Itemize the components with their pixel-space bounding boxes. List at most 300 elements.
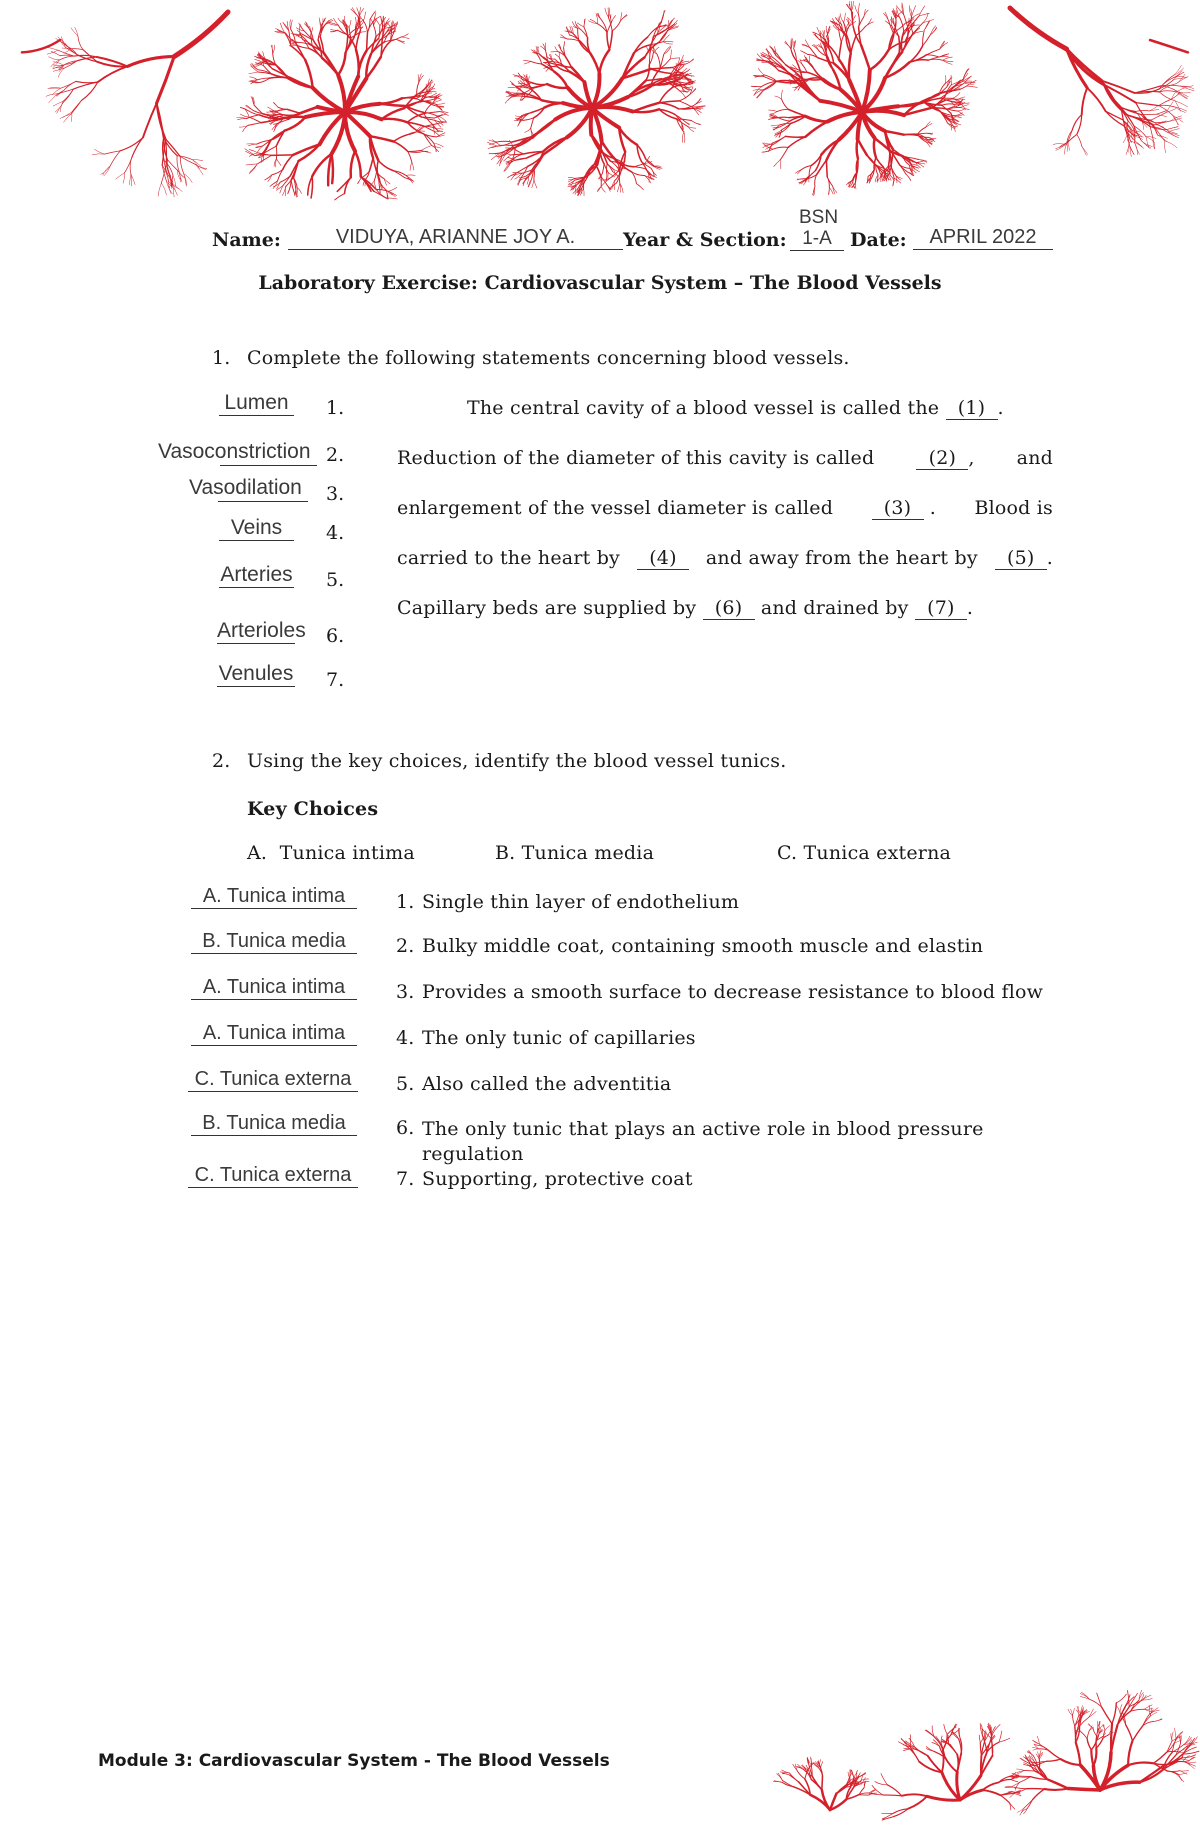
- vessel-branch: [338, 75, 345, 112]
- vessel-branch: [1041, 1746, 1049, 1751]
- vessel-branch: [568, 177, 575, 178]
- vessel-branch: [1096, 1736, 1097, 1748]
- vessel-branch: [649, 54, 650, 65]
- tunic-text-7: Supporting, protective coat: [422, 1168, 693, 1190]
- vessel-branch: [1116, 1694, 1126, 1703]
- vessel-branch: [607, 33, 609, 50]
- vessel-branch: [270, 77, 288, 78]
- footer-module-title: Module 3: Cardiovascular System - The Blood Vessels: [98, 1751, 610, 1771]
- vessel-branch: [577, 23, 584, 27]
- choice-b: B. Tunica media: [495, 842, 655, 864]
- vessel-branch: [688, 126, 694, 131]
- vessel-branch: [597, 186, 601, 191]
- vessel-branch: [945, 1757, 957, 1772]
- vessel-branch: [1049, 1750, 1061, 1759]
- answer-num-3: 3.: [326, 483, 345, 505]
- section2-instruction: Using the key choices, identify the blood vessel tunics.: [247, 750, 787, 772]
- vessel-branch: [757, 90, 764, 98]
- vessel-branch: [826, 26, 827, 34]
- vessel-branch: [809, 62, 814, 69]
- vessel-branch: [851, 36, 857, 54]
- vessel-branch: [1105, 1726, 1110, 1731]
- vessel-branch: [942, 104, 955, 105]
- vessel-branch: [1176, 77, 1188, 84]
- vessel-branch: [676, 60, 683, 67]
- vessel-branch: [821, 1762, 823, 1768]
- vessel-branch: [298, 144, 319, 161]
- para-line2: Reduction of the diameter of this cavity is called: [397, 447, 875, 469]
- page-title: Laboratory Exercise: Cardiovascular System – The Blood Vessels: [258, 272, 942, 294]
- vessel-branch: [818, 58, 834, 64]
- vessel-branch: [858, 3, 859, 13]
- tunic-text-4: The only tunic of capillaries: [422, 1027, 696, 1049]
- vessel-branch: [1143, 1716, 1150, 1725]
- vessel-branch: [1149, 1705, 1150, 1714]
- vessel-branch: [1131, 1709, 1144, 1711]
- section1-number: 1.: [212, 347, 231, 369]
- vessel-branch: [412, 162, 414, 170]
- vessel-branch: [999, 1738, 1010, 1742]
- vessel-branch: [249, 72, 258, 74]
- vessel-branch: [541, 100, 563, 103]
- vessel-branch: [351, 151, 355, 177]
- vessel-branch: [246, 105, 252, 110]
- vessel-branch: [607, 22, 611, 32]
- tunic-num-5: 5.: [396, 1073, 415, 1095]
- vessel-branch: [167, 160, 177, 171]
- vessel-branch: [376, 189, 388, 191]
- vessel-branch: [98, 66, 128, 82]
- para-line2-end: and: [1016, 447, 1053, 469]
- vessel-branch: [1126, 145, 1129, 155]
- vessel-branch: [829, 187, 833, 194]
- program-value: BSN: [799, 207, 839, 228]
- vessel-branch: [925, 122, 930, 128]
- vessel-branch: [1033, 1789, 1045, 1800]
- vessel-branch: [127, 57, 174, 67]
- vessel-branch: [157, 103, 164, 137]
- vessel-branch: [52, 52, 60, 56]
- vessel-branch: [331, 29, 338, 30]
- vessel-branch: [274, 102, 278, 107]
- vessel-branch: [1180, 1770, 1189, 1771]
- vessel-branch: [499, 141, 512, 142]
- vessel-branch: [523, 60, 530, 61]
- answer-num-2: 2.: [326, 444, 345, 466]
- section-value: 1-A: [790, 228, 844, 251]
- vessel-branch: [857, 139, 858, 159]
- vessel-branch: [1175, 107, 1187, 111]
- vessel-branch: [246, 164, 257, 165]
- tunic-answer-3: A. Tunica intima: [191, 976, 357, 1000]
- vessel-branch: [1081, 1732, 1087, 1738]
- vessel-branch: [421, 146, 430, 150]
- vessel-branch: [531, 118, 534, 128]
- vessel-branch: [401, 34, 408, 37]
- vessel-branch: [783, 1774, 790, 1775]
- vessel-branch: [60, 114, 71, 119]
- vessel-branch: [983, 1790, 1001, 1795]
- para-line3-end: Blood is: [974, 497, 1053, 519]
- vessel-branch: [923, 35, 931, 46]
- vessel-branch: [1082, 88, 1087, 115]
- answer-num-6: 6.: [326, 625, 345, 647]
- vessel-branch: [869, 1789, 876, 1793]
- vessel-branch: [1026, 1789, 1044, 1790]
- vessel-branch: [1126, 1725, 1133, 1741]
- choice-c: C. Tunica externa: [777, 842, 952, 864]
- tunic-text-3: Provides a smooth surface to decrease resistance to blood flow: [422, 981, 1044, 1003]
- vessel-branch: [684, 132, 685, 143]
- vessel-branch: [762, 149, 773, 152]
- vessel-branch: [790, 1775, 799, 1782]
- vessel-branch: [811, 1779, 822, 1789]
- vessel-branch: [1012, 1782, 1019, 1786]
- vessel-branch: [120, 137, 143, 150]
- vessel-branch: [589, 21, 598, 24]
- answer-3: Vasodilation: [189, 476, 302, 499]
- vessel-branch: [979, 1735, 980, 1743]
- vessel-branch: [172, 183, 177, 195]
- tunic-num-2: 2.: [396, 935, 415, 957]
- para-line4-mid: and away from the heart by: [705, 547, 978, 569]
- vessel-branch: [255, 59, 263, 62]
- vessel-branch: [1188, 1762, 1196, 1763]
- vessel-branch: [418, 75, 419, 83]
- vessel-branch: [524, 88, 533, 94]
- vessel-branch: [524, 61, 531, 64]
- vessel-branch: [363, 12, 365, 21]
- vessel-branch: [1000, 1793, 1013, 1795]
- vessel-branch: [1087, 88, 1106, 111]
- vessel-branch: [885, 12, 888, 21]
- vessel-branch: [555, 54, 559, 57]
- vessel-branch: [1112, 1703, 1116, 1724]
- vessel-branch: [513, 96, 526, 97]
- vessel-branch: [809, 79, 823, 80]
- vessel-branch: [1087, 1739, 1091, 1750]
- vessel-branch: [611, 16, 615, 23]
- vessel-branch: [844, 13, 846, 23]
- vessel-branch: [335, 194, 345, 200]
- vessel-branch: [960, 108, 969, 110]
- vessel-branch: [132, 137, 143, 157]
- vessel-branch: [49, 57, 60, 60]
- vessel-branch: [952, 1732, 959, 1739]
- vessel-branch: [864, 9, 866, 17]
- vessel-branch: [1159, 91, 1176, 92]
- blank-4: (4): [637, 547, 689, 570]
- blank-1: (1): [946, 397, 998, 420]
- vessel-branch: [617, 183, 620, 192]
- tunic-answer-1: A. Tunica intima: [191, 885, 357, 909]
- vessel-branch: [1175, 101, 1188, 107]
- vessel-branch: [894, 178, 901, 183]
- answer-7: Venules: [218, 662, 294, 685]
- vessel-branch: [1154, 1752, 1167, 1763]
- vessel-branch: [904, 134, 918, 135]
- vessel-branch: [663, 42, 672, 44]
- vessel-branch: [297, 188, 301, 194]
- vessel-branch: [1077, 134, 1082, 146]
- vessel-branch: [65, 44, 77, 55]
- vessel-branch: [634, 163, 645, 166]
- vessel-branch: [565, 57, 571, 68]
- vessel-branch: [1150, 40, 1188, 52]
- tunic-num-4: 4.: [396, 1027, 415, 1049]
- vessel-branch: [177, 156, 179, 172]
- vessel-branch: [547, 84, 568, 88]
- vessel-branch: [355, 151, 361, 177]
- blank-5: (5): [995, 547, 1047, 570]
- vessel-branch: [605, 8, 609, 17]
- vessel-branch: [785, 43, 792, 50]
- vessel-branch: [957, 1772, 960, 1800]
- vessel-branch: [797, 1771, 804, 1779]
- vessel-branch: [1106, 111, 1123, 120]
- vessel-branch: [1087, 1730, 1089, 1738]
- vessel-branch: [967, 86, 977, 87]
- vessel-branch: [271, 155, 293, 156]
- answer-num-1: 1.: [326, 397, 345, 419]
- vessel-branch: [389, 187, 397, 191]
- vessel-branch: [22, 40, 60, 52]
- vessel-branch: [375, 19, 380, 26]
- vessel-branch: [911, 6, 915, 17]
- vessel-branch: [887, 1785, 901, 1796]
- vessel-branch: [291, 20, 293, 29]
- vessel-branch: [1140, 1770, 1163, 1783]
- para-line5-mid: and drained by: [760, 597, 909, 619]
- vessel-branch: [554, 72, 568, 88]
- date-value: APRIL 2022: [913, 226, 1053, 250]
- vessel-branch: [505, 97, 512, 103]
- vessel-branch: [384, 16, 385, 25]
- vessel-branch: [240, 114, 249, 117]
- vessel-branch: [983, 1782, 999, 1790]
- vessel-branch: [1175, 1728, 1177, 1738]
- vessel-branch: [374, 25, 377, 36]
- vessel-branch: [963, 69, 969, 79]
- vessel-branch: [417, 83, 419, 95]
- vessel-branch: [960, 105, 968, 108]
- vessel-branch: [663, 41, 673, 42]
- vessel-branch: [610, 183, 616, 189]
- vessel-branch: [532, 83, 548, 85]
- vessel-branch: [406, 175, 415, 176]
- choice-a: A. Tunica intima: [247, 842, 415, 864]
- vessel-branch: [856, 26, 866, 35]
- vessel-branch: [568, 180, 575, 184]
- vessel-branch: [380, 104, 405, 106]
- vessel-branch: [402, 98, 416, 99]
- section1-instruction: Complete the following statements concerning blood vessels.: [247, 347, 850, 369]
- vessel-branch: [110, 151, 120, 166]
- vessel-branch: [885, 131, 904, 135]
- vessel-branch: [382, 108, 405, 119]
- vessel-branch: [116, 173, 125, 179]
- vessel-branch: [518, 83, 525, 84]
- vessel-branch: [924, 21, 930, 31]
- vessel-branch: [408, 150, 421, 151]
- vessel-branch: [363, 21, 367, 33]
- vessel-branch: [941, 1736, 942, 1745]
- vessel-branch: [323, 22, 330, 28]
- tunic-text-6: The only tunic that plays an active role in blood pressure regulation: [422, 1118, 984, 1165]
- vessel-branch: [782, 99, 789, 109]
- vessel-branch: [298, 107, 317, 114]
- vessel-branch: [908, 1796, 927, 1809]
- vessel-branch: [858, 139, 867, 155]
- vessel-branch: [1128, 1741, 1132, 1765]
- vessel-branch: [534, 179, 537, 188]
- vessel-branch: [679, 101, 692, 107]
- vessel-branch: [366, 171, 370, 179]
- vessel-branch: [948, 109, 959, 111]
- vessel-branch: [918, 133, 927, 134]
- vessel-branch: [609, 31, 612, 50]
- vessel-branch: [394, 135, 408, 142]
- vessel-branch: [881, 1774, 887, 1785]
- vessel-branch: [1010, 8, 1067, 49]
- vessel-branch: [758, 68, 764, 75]
- vessel-branch: [945, 76, 946, 84]
- vessel-branch: [777, 1774, 783, 1781]
- vessel-branch: [248, 123, 261, 126]
- vessel-branch: [781, 147, 788, 159]
- vessel-branch: [1000, 1795, 1009, 1803]
- para-line1: The central cavity of a blood vessel is called the: [467, 397, 940, 419]
- tunic-num-7: 7.: [396, 1168, 415, 1190]
- vessel-branch: [774, 159, 781, 166]
- answer-num-7: 7.: [326, 669, 345, 691]
- vessel-branch: [942, 105, 951, 113]
- vessel-branch: [1179, 1773, 1187, 1775]
- vessel-branch: [1093, 1766, 1100, 1790]
- vessel-branch: [60, 56, 75, 60]
- vessel-branch: [238, 119, 247, 120]
- vessel-branch: [1188, 1763, 1194, 1769]
- vessel-branch: [927, 55, 939, 57]
- vessel-branch: [1048, 1779, 1069, 1788]
- vessel-branch: [130, 174, 131, 185]
- vessel-branch: [1165, 141, 1178, 148]
- vessel-branch: [406, 176, 413, 183]
- vessel-branch: [827, 177, 832, 186]
- vessel-branch: [332, 154, 333, 183]
- vessel-branch: [1120, 1705, 1122, 1714]
- tunic-answer-2: B. Tunica media: [191, 930, 357, 954]
- vessel-branch: [651, 69, 671, 74]
- vessel-branch: [584, 27, 588, 38]
- vessel-branch: [1123, 1705, 1126, 1713]
- vessel-branch: [1168, 1771, 1179, 1775]
- vessel-branch: [953, 93, 960, 99]
- vessel-branch: [793, 1764, 798, 1771]
- vessel-branch: [250, 77, 258, 80]
- vessel-branch: [1128, 1762, 1154, 1765]
- vessel-branch: [839, 42, 842, 59]
- vessel-branch: [850, 1, 852, 11]
- vessel-branch: [370, 136, 394, 141]
- vessel-branch: [338, 18, 344, 24]
- vessel-branch: [240, 108, 247, 111]
- vessel-branch: [1144, 1709, 1152, 1712]
- vessel-branch: [304, 24, 309, 30]
- vessel-branch: [599, 50, 609, 74]
- vessel-branch: [861, 45, 870, 70]
- vessel-branch: [358, 178, 362, 184]
- vessel-branch: [53, 62, 63, 65]
- vessel-branch: [944, 1724, 947, 1734]
- vessel-branch: [249, 117, 261, 123]
- vessel-branch: [369, 158, 373, 171]
- vessel-branch: [855, 6, 858, 14]
- vessel-branch: [130, 157, 132, 174]
- vessel-branch: [943, 57, 953, 60]
- vessel-branch: [866, 19, 872, 27]
- vessel-branch: [523, 118, 533, 121]
- vessel-branch: [1024, 1770, 1035, 1771]
- vessel-branch: [276, 159, 281, 166]
- vessel-branch: [777, 117, 789, 118]
- tunic-text-2: Bulky middle coat, containing smooth muscle and elastin: [422, 935, 984, 957]
- vessel-branch: [64, 49, 70, 54]
- answer-2-underline: [220, 465, 317, 466]
- para-line5: Capillary beds are supplied by: [397, 597, 697, 619]
- vessel-branch: [555, 47, 558, 52]
- vessel-branch: [1164, 141, 1165, 153]
- vessel-branch: [174, 12, 228, 57]
- vessel-branch: [1072, 1716, 1074, 1726]
- vessel-branch: [601, 186, 605, 192]
- vessel-branch: [659, 88, 672, 103]
- vessel-branch: [61, 81, 76, 88]
- vessel-branch: [929, 137, 937, 138]
- vessel-branch: [123, 173, 125, 184]
- blank-2: (2): [916, 447, 968, 470]
- vessel-branch: [1067, 49, 1102, 81]
- vessel-branch: [1068, 142, 1070, 151]
- vessel-branch: [1088, 1724, 1093, 1728]
- vessel-branch: [950, 1744, 957, 1754]
- vessel-branch: [801, 51, 808, 55]
- section2-number: 2.: [212, 750, 231, 772]
- vessel-branch: [250, 164, 258, 172]
- vessel-branch: [670, 50, 671, 59]
- vessel-branch: [980, 1743, 981, 1756]
- vessel-branch: [919, 1762, 942, 1773]
- vessel-branch: [785, 41, 791, 49]
- vessel-branch: [848, 1772, 849, 1778]
- tunic-answer-4: A. Tunica intima: [191, 1022, 357, 1046]
- vessel-branch: [367, 33, 368, 51]
- blank-3: (3): [872, 497, 924, 520]
- vessel-branch: [1072, 1708, 1074, 1716]
- vessel-branch: [1176, 87, 1188, 92]
- vessel-branch: [1065, 145, 1067, 155]
- tunic-text-1: Single thin layer of endothelium: [422, 891, 740, 913]
- vessel-branch: [1089, 1709, 1094, 1717]
- vessel-branch: [927, 49, 940, 55]
- vessel-branch: [92, 154, 104, 155]
- vessel-branch: [1044, 1789, 1068, 1790]
- vessel-branch: [964, 82, 975, 83]
- vessel-branch: [166, 139, 181, 157]
- vessel-branch: [822, 1776, 823, 1790]
- vessel-branch: [158, 183, 161, 196]
- name-label: Name:: [212, 229, 281, 251]
